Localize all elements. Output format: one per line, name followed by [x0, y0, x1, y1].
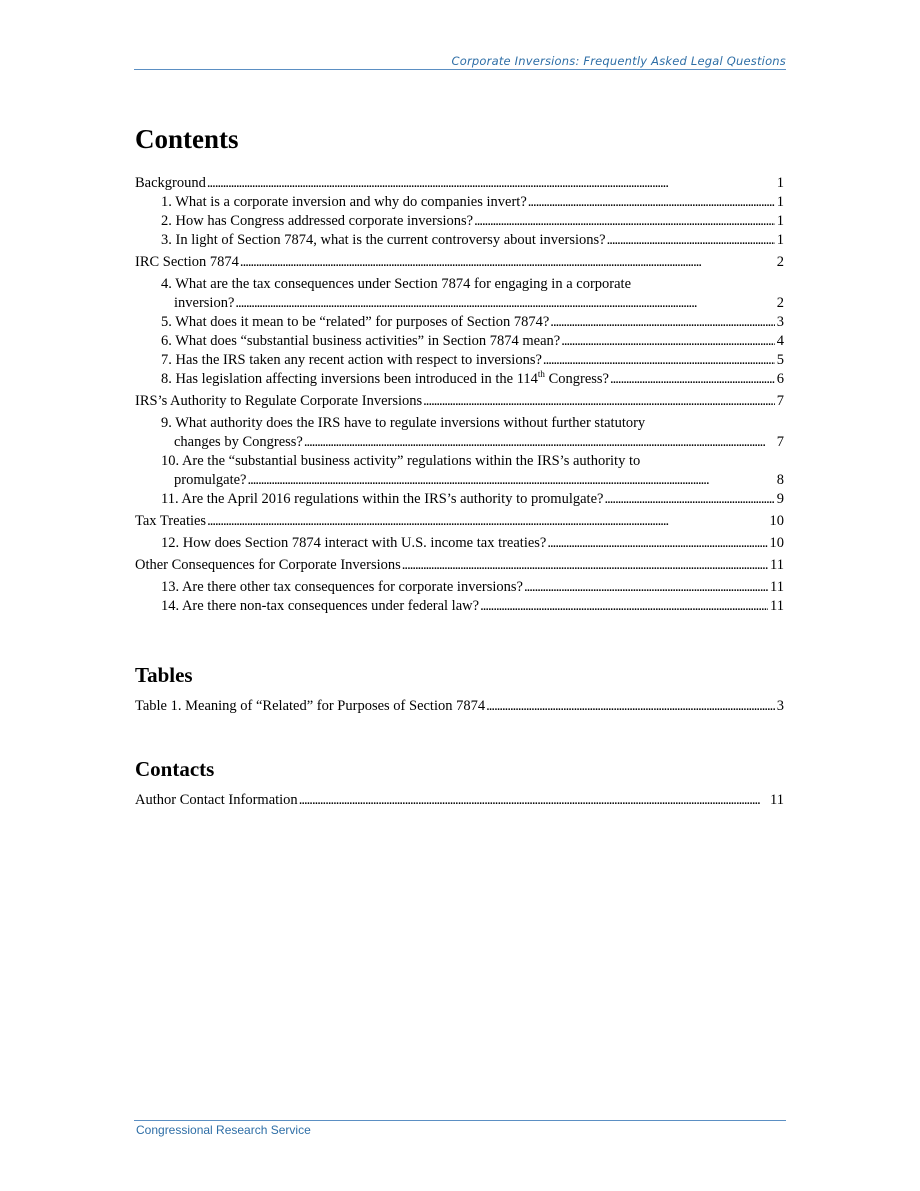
toc-entry-q11[interactable]: 11. Are the April 2016 regulations within the IRS’s authority to promulgate? . . . 9	[135, 490, 784, 509]
toc-entry-q13[interactable]: 13. Are there other tax consequences for corporate inversions? . . . 11	[135, 578, 784, 597]
tables-list	[135, 697, 784, 716]
toc-entry-q8[interactable]: 8. Has legislation affecting inversions been introduced in the 114th Congress? . . . 6	[135, 370, 784, 389]
toc-entry-tax-treaties[interactable]: Tax Treaties . . . 10	[135, 512, 784, 531]
toc-entry-q6[interactable]: 6. What does “substantial business activities” in Section 7874 mean? . . . 4	[135, 332, 784, 351]
toc-entry-q10[interactable]: 10. Are the “substantial business activity” regulations within the IRS’s authority to promulgate? . . . 8	[135, 452, 784, 490]
toc-entry-irc-section-7874[interactable]: IRC Section 7874 . . . 2	[135, 253, 784, 272]
toc-entry-author-contact[interactable]: Author Contact Information . . . 11	[135, 791, 784, 810]
tables-heading: Tables	[135, 663, 193, 687]
contacts-heading: Contacts	[135, 757, 215, 781]
toc-entry-q5[interactable]: 5. What does it mean to be “related” for purposes of Section 7874? . . . 3	[135, 313, 784, 332]
toc-entry-background[interactable]: Background . . . 1	[135, 174, 784, 193]
toc-entry-q7[interactable]: 7. Has the IRS taken any recent action with respect to inversions? . . . 5	[135, 351, 784, 370]
contents-list	[135, 174, 784, 616]
header-rule	[134, 69, 786, 70]
toc-entry-q14[interactable]: 14. Are there non-tax consequences under federal law? . . . 11	[135, 597, 784, 616]
toc-entry-table-1[interactable]: Table 1. Meaning of “Related” for Purposes of Section 7874 . . . 3	[135, 697, 784, 716]
toc-entry-q1[interactable]: 1. What is a corporate inversion and why do companies invert? . . . 1	[135, 193, 784, 212]
toc-entry-q9[interactable]: 9. What authority does the IRS have to regulate inversions without further statutory changes by Congress? . . . 7	[135, 414, 784, 452]
toc-entry-q4[interactable]: 4. What are the tax consequences under Section 7874 for engaging in a corporate inversion? . . . 2	[135, 275, 784, 313]
contacts-list	[135, 791, 784, 810]
toc-entry-q2[interactable]: 2. How has Congress addressed corporate inversions? . . . 1	[135, 212, 784, 231]
footer-rule	[134, 1120, 786, 1121]
footer-org: Congressional Research Service	[136, 1123, 311, 1137]
toc-entry-q12[interactable]: 12. How does Section 7874 interact with U.S. income tax treaties? . . . 10	[135, 534, 784, 553]
running-header-title: Corporate Inversions: Frequently Asked Legal Questions	[451, 54, 786, 68]
toc-entry-irs-authority[interactable]: IRS’s Authority to Regulate Corporate Inversions . . . 7	[135, 392, 784, 411]
toc-entry-other-consequences[interactable]: Other Consequences for Corporate Inversions . . . 11	[135, 556, 784, 575]
contents-heading: Contents	[135, 124, 239, 154]
toc-entry-q3[interactable]: 3. In light of Section 7874, what is the current controversy about inversions? . . . 1	[135, 231, 784, 250]
